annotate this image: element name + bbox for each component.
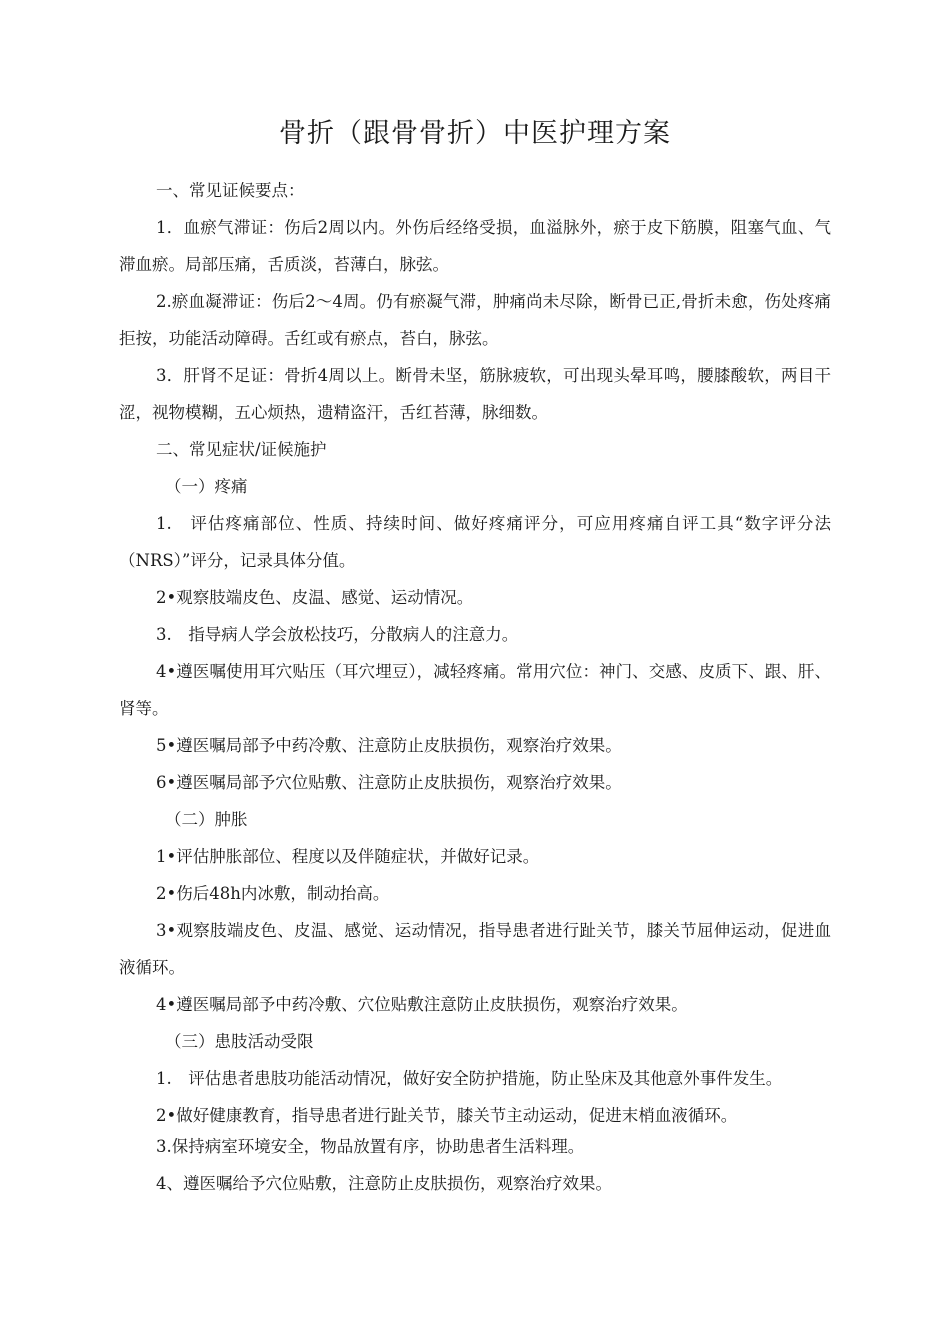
paragraph: 2•做好健康教育，指导患者进行趾关节，膝关节主动运动，促进末梢血液循环。	[156, 1106, 738, 1125]
paragraph: 3. 指导病人学会放松技巧，分散病人的注意力。	[156, 625, 519, 644]
paragraph: 2•观察肢端皮色、皮温、感觉、运动情况。	[156, 588, 474, 607]
paragraph: 1•评估肿胀部位、程度以及伴随症状，并做好记录。	[156, 847, 540, 866]
paragraph: 3．肝肾不足证：骨折4周以上。断骨未坚，筋脉疲软，可出现头晕耳鸣，腰膝酸软，两目干涩，视物模糊，五心烦热，遗精盗汗，舌红苔薄，脉细数。	[119, 366, 831, 422]
paragraph: 4•遵医嘱局部予中药冷敷、穴位贴敷注意防止皮肤损伤，观察治疗效果。	[156, 995, 688, 1014]
paragraph: 1. 评估疼痛部位、性质、持续时间、做好疼痛评分，可应用疼痛自评工具“数字评分法（NRS）”评分，记录具体分值。	[119, 514, 831, 570]
paragraph: 1．血瘀气滞证：伤后2周以内。外伤后经络受损，血溢脉外，瘀于皮下筋膜，阻塞气血、气滞血瘀。局部压痛，舌质淡，苔薄白，脉弦。	[119, 218, 831, 274]
paragraph: 2•伤后48h内冰敷，制动抬高。	[156, 884, 390, 903]
paragraph: 3•观察肢端皮色、皮温、感觉、运动情况，指导患者进行趾关节，膝关节屈伸运动，促进血液循环。	[119, 921, 831, 977]
paragraph: 4•遵医嘱使用耳穴贴压（耳穴埋豆），减轻疼痛。常用穴位：神门、交感、皮质下、跟、肝、肾等。	[119, 662, 831, 718]
document-body	[119, 172, 831, 1202]
paragraph: 1. 评估患者患肢功能活动情况，做好安全防护措施，防止坠床及其他意外事件发生。	[156, 1069, 783, 1088]
section-heading-2: 二、常见症状/证候施护	[156, 440, 327, 459]
subsection-heading: （二）肿胀	[165, 810, 248, 829]
paragraph: 2.瘀血凝滞证：伤后2〜4周。仍有瘀凝气滞，肿痛尚未尽除，断骨已正,骨折未愈，伤处疼痛拒按，功能活动障碍。舌红或有瘀点，苔白，脉弦。	[119, 292, 831, 348]
section-heading-1: 一、常见证候要点：	[156, 181, 305, 200]
subsection-heading: （三）患肢活动受限	[165, 1032, 314, 1051]
document-title: 骨折（跟骨骨折）中医护理方案	[279, 118, 671, 149]
paragraph: 6•遵医嘱局部予穴位贴敷、注意防止皮肤损伤，观察治疗效果。	[156, 773, 622, 792]
paragraph: 3.保持病室环境安全，物品放置有序，协助患者生活料理。	[156, 1137, 585, 1156]
paragraph: 5•遵医嘱局部予中药冷敷、注意防止皮肤损伤，观察治疗效果。	[156, 736, 622, 755]
subsection-heading: （一）疼痛	[165, 477, 248, 496]
paragraph: 4、遵医嘱给予穴位贴敷，注意防止皮肤损伤，观察治疗效果。	[156, 1174, 612, 1193]
